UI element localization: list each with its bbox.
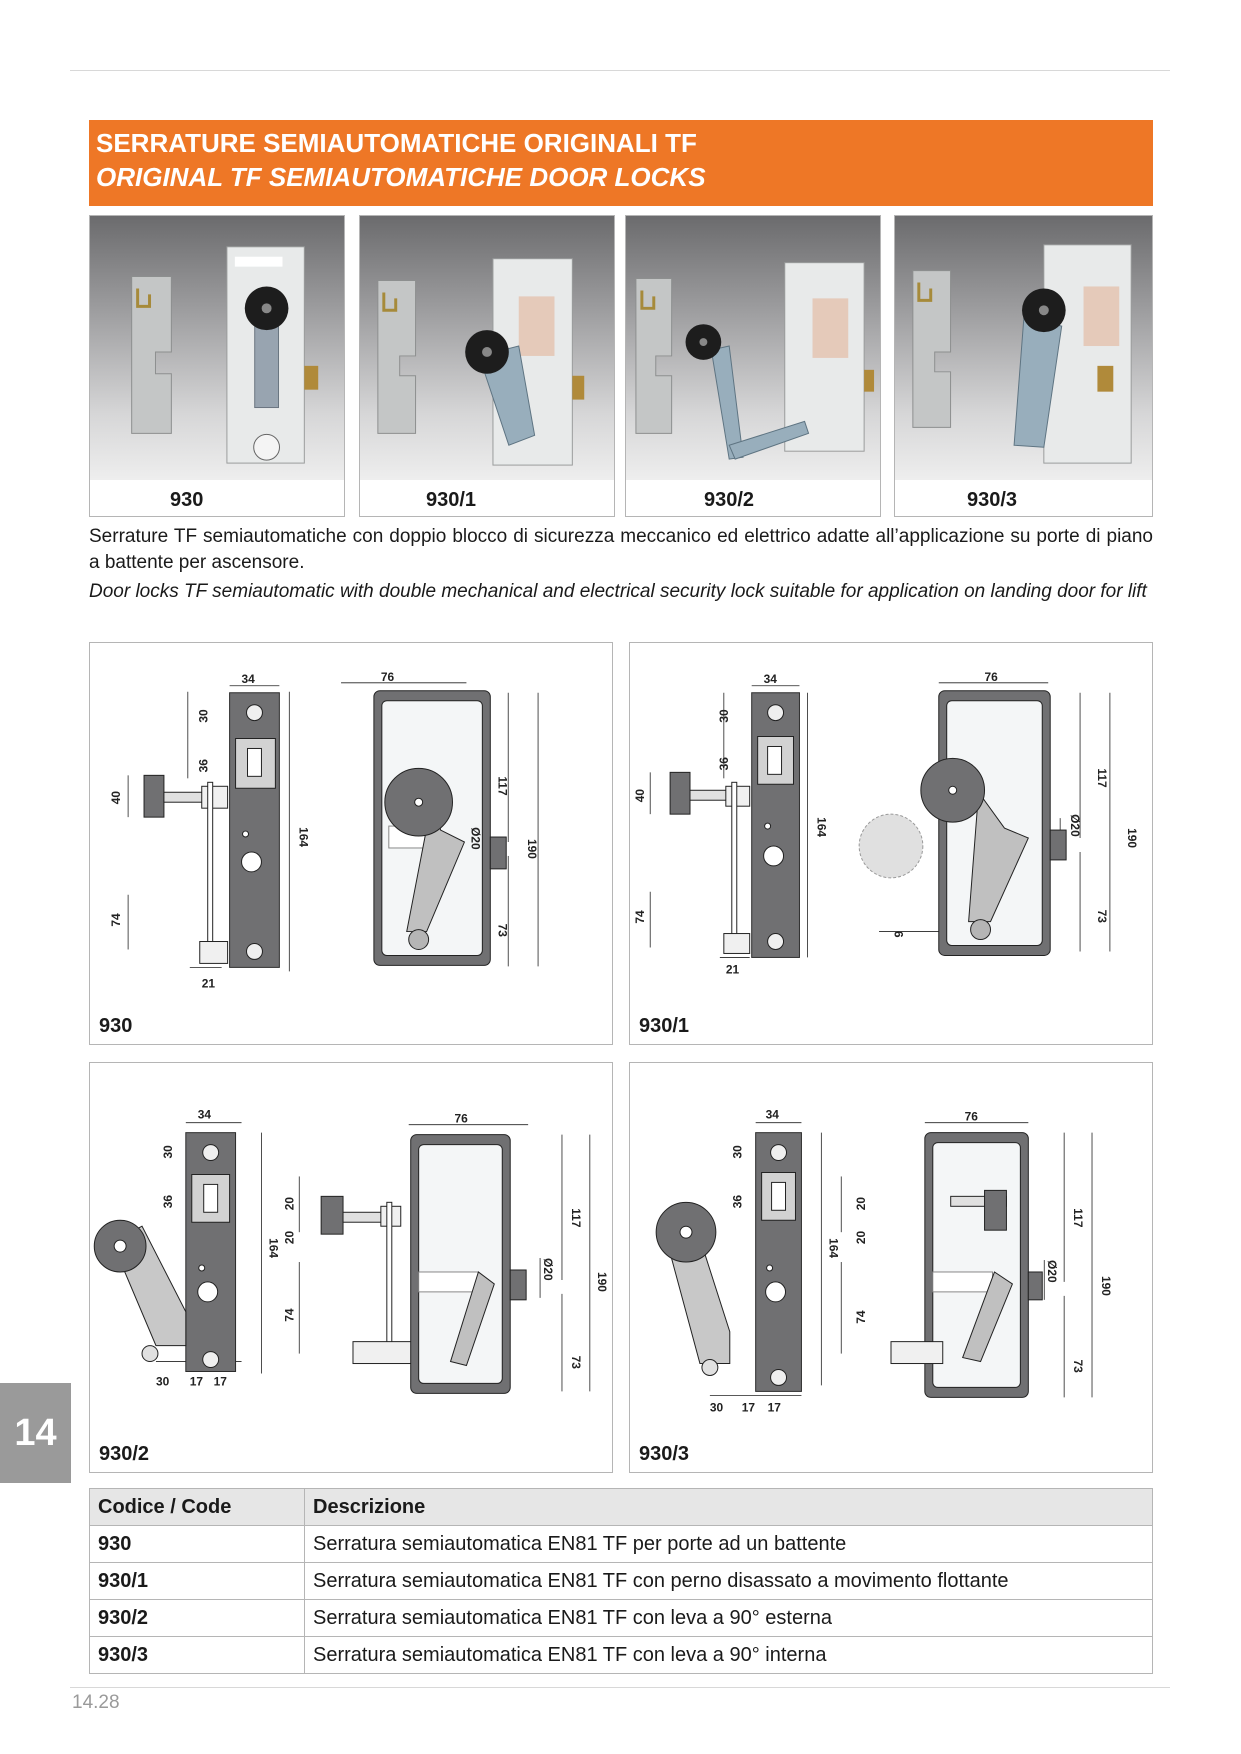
technical-drawing	[630, 1063, 1152, 1472]
dimension-label: 30	[196, 709, 211, 723]
table-cell-code: 930/2	[90, 1600, 305, 1637]
dimension-label: Ø20	[1068, 814, 1083, 837]
drawing-panel-930-2	[89, 1062, 613, 1473]
table-row	[90, 1563, 1153, 1600]
photo-label: 930	[170, 489, 204, 511]
dimension-label: 76	[380, 669, 395, 684]
photo-card-930-2	[625, 215, 881, 517]
dimension-label: 20	[282, 1196, 297, 1211]
product-photo	[360, 216, 614, 480]
dimension-label: 190	[1124, 828, 1139, 848]
table-cell-code: 930/1	[90, 1563, 305, 1600]
dimension-label: 30	[730, 1145, 745, 1159]
dimension-label: 164	[814, 817, 829, 838]
dimension-label: 76	[984, 669, 998, 684]
drawing-label: 930/3	[639, 1443, 690, 1465]
dimension-label: 34	[763, 671, 777, 686]
drawing-label: 930	[99, 1015, 133, 1037]
photo-label: 930/1	[426, 489, 477, 511]
dimension-label: Ø20	[468, 827, 483, 850]
dimension-label: 117	[568, 1208, 583, 1228]
dimension-label: Ø20	[541, 1258, 556, 1281]
dimension-label: 30	[155, 1374, 170, 1389]
product-photo	[895, 216, 1152, 480]
header-banner	[89, 120, 1153, 206]
title-english: ORIGINAL TF SEMIAUTOMATICHE DOOR LOCKS	[96, 162, 706, 192]
dimension-label: 9	[891, 930, 906, 938]
product-photo	[626, 216, 880, 480]
dimension-label: 190	[594, 1271, 609, 1292]
dimension-label: 117	[1071, 1208, 1086, 1228]
drawing-panel-930	[89, 642, 613, 1045]
drawing-label: 930/1	[639, 1015, 690, 1037]
code-table	[89, 1488, 1153, 1674]
description-italian: Serrature TF semiautomatiche con doppio blocco di sicurezza meccanico ed elettrico adatte all’applicazione su porte di piano a battente per ascensore.	[89, 526, 1153, 573]
table-cell-description: Serratura semiautomatica EN81 TF con leva a 90° interna	[305, 1637, 1153, 1674]
dimension-label: 20	[854, 1196, 869, 1211]
photo-card-930-1	[359, 215, 615, 517]
table-cell-description: Serratura semiautomatica EN81 TF con leva a 90° esterna	[305, 1600, 1153, 1637]
dimension-label: 30	[716, 709, 731, 723]
technical-drawing	[90, 643, 612, 1044]
dimension-label: 164	[266, 1238, 281, 1259]
dimension-label: 17	[741, 1400, 756, 1415]
drawing-label: 930/2	[99, 1443, 150, 1465]
dimension-label: 20	[854, 1230, 869, 1245]
product-photo	[90, 216, 344, 480]
dimension-label: 21	[201, 976, 216, 991]
photo-label: 930/3	[967, 489, 1018, 511]
table-row	[90, 1637, 1153, 1674]
dimension-label: 17	[213, 1374, 227, 1389]
column-header-description: Descrizione	[305, 1489, 1153, 1526]
dimension-label: 21	[725, 962, 740, 977]
photo-label: 930/2	[704, 489, 755, 511]
dimension-label: 74	[109, 913, 124, 927]
dimension-label: 17	[189, 1374, 204, 1389]
dimension-label: 74	[854, 1310, 869, 1324]
page-number: 14.28	[72, 1692, 120, 1713]
table-cell-code: 930	[90, 1526, 305, 1563]
chapter-tab: 14	[0, 1383, 71, 1483]
technical-drawing	[630, 643, 1152, 1044]
top-rule	[70, 70, 1170, 71]
dimension-label: 36	[716, 757, 731, 771]
dimension-label: 73	[1094, 909, 1109, 923]
dimension-label: 117	[1094, 768, 1109, 788]
dimension-label: 74	[282, 1308, 297, 1322]
dimension-label: 36	[730, 1195, 745, 1209]
dimension-label: 40	[109, 790, 124, 805]
dimension-label: 190	[1098, 1275, 1113, 1296]
dimension-label: 40	[633, 788, 648, 803]
dimension-label: 30	[160, 1145, 175, 1159]
table-header-row	[90, 1489, 1153, 1526]
dimension-label: 164	[296, 827, 311, 848]
technical-drawing	[90, 1063, 612, 1472]
dimension-label: 36	[196, 759, 211, 773]
description-english: Door locks TF semiautomatic with double mechanical and electrical security lock suitable for application on landing door for lift	[89, 581, 1147, 602]
table-cell-description: Serratura semiautomatica EN81 TF per porte ad un battente	[305, 1526, 1153, 1563]
dimension-label: 34	[197, 1107, 212, 1122]
dimension-label: 76	[454, 1111, 468, 1126]
dimension-label: 74	[633, 910, 648, 924]
bottom-rule	[70, 1687, 1170, 1688]
drawing-panel-930-3	[629, 1062, 1153, 1473]
dimension-label: 36	[160, 1195, 175, 1209]
dimension-label: 164	[826, 1238, 841, 1259]
dimension-label: 30	[709, 1400, 724, 1415]
dimension-label: 190	[525, 839, 540, 859]
drawing-panel-930-1	[629, 642, 1153, 1045]
photo-card-930	[89, 215, 345, 517]
dimension-label: Ø20	[1045, 1260, 1060, 1283]
dimension-label: 17	[767, 1400, 781, 1415]
dimension-label: 117	[495, 776, 510, 796]
dimension-label: 73	[568, 1355, 583, 1369]
table-row	[90, 1600, 1153, 1637]
table-cell-code: 930/3	[90, 1637, 305, 1674]
dimension-label: 20	[282, 1230, 297, 1245]
dimension-label: 34	[765, 1107, 779, 1122]
dimension-label: 34	[241, 671, 255, 686]
dimension-label: 73	[1071, 1359, 1086, 1373]
table-row	[90, 1526, 1153, 1563]
dimension-label: 73	[495, 923, 510, 937]
dimension-label: 76	[964, 1109, 978, 1124]
title-italian: SERRATURE SEMIAUTOMATICHE ORIGINALI TF	[96, 128, 697, 158]
column-header-code: Codice / Code	[90, 1489, 305, 1526]
table-cell-description: Serratura semiautomatica EN81 TF con perno disassato a movimento flottante	[305, 1563, 1153, 1600]
photo-card-930-3	[894, 215, 1153, 517]
